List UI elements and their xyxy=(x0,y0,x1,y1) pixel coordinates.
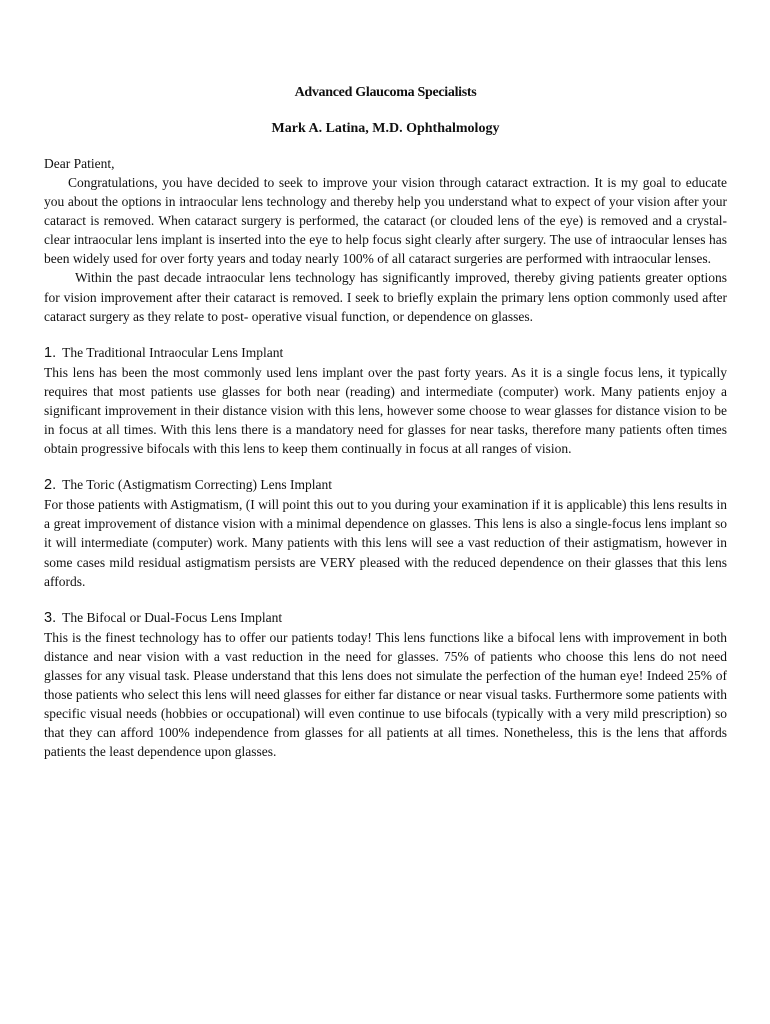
section-heading xyxy=(44,608,727,628)
section-number: 3. xyxy=(44,609,57,626)
physician-subtitle: Mark A. Latina, M.D. Ophthalmology xyxy=(271,121,500,136)
practice-title: Advanced Glaucoma Specialists xyxy=(294,85,477,100)
section-body: This is the finest technology has to offer our patients today! This lens functions like a bifocal lens with improvement in both distance and near vision with a vast reduction in the need for glasses. 75% of patients who choose this lens do not need glasses for any visual task. Please understand that this lens does not simulate the perfection of the human eye! Indeed 25% of those patients who select this lens will need glasses for either far distance or near visual tasks. Furthermore some patients with specific visual needs (hobbies or occupational) will even continue to use bifocals (typically with a very mild prescription) so that they can afford 100% independence from glasses for all patients at all times. Nonetheless, this is the lens that affords patients the least dependence upon glasses. xyxy=(44,629,727,760)
section-heading xyxy=(44,475,727,495)
section-heading-text: The Traditional Intraocular Lens Implant xyxy=(62,344,284,360)
letter-page xyxy=(44,84,727,761)
salutation: Dear Patient, xyxy=(44,156,115,171)
lens-option-section-2 xyxy=(44,475,727,590)
section-number: 1. xyxy=(44,344,57,361)
section-number: 2. xyxy=(44,477,57,494)
lens-option-section-3 xyxy=(44,608,727,762)
intro-paragraph-1: Congratulations, you have decided to seek to improve your vision through cataract extraction. It is my goal to educate you about the options in intraocular lens technology and thereby help you understand what to expect of your vision after your cataract is removed. When cataract surgery is performed, the cataract (or clouded lens of the eye) is removed and a crystal-clear intraocular lens implant is inserted into the eye to help focus sight clearly after surgery. The use of intraocular lenses has been widely used for over forty years and today nearly 100% of all cataract surgeries are performed with intraocular lenses. xyxy=(44,175,727,267)
section-heading-text: The Bifocal or Dual-Focus Lens Implant xyxy=(62,609,283,625)
intro-paragraph-2: Within the past decade intraocular lens technology has significantly improved, thereby giving patients greater options for vision improvement after their cataract is removed. I seek to briefly explain the primary lens option commonly used after cataract surgery as they relate to post- operative visual function, or dependence on glasses. xyxy=(44,270,727,324)
section-heading-text: The Toric (Astigmatism Correcting) Lens Implant xyxy=(62,477,332,493)
lens-option-section-1 xyxy=(44,343,727,458)
section-heading xyxy=(44,343,727,363)
section-body: For those patients with Astigmatism, (I will point this out to you during your examination if it is applicable) this lens results in a great improvement of distance vision with a minimal dependence on glasses. This lens is also a single-focus lens implant so it will intermediate (computer) work. Many patients with this lens will see a vast reduction of their astigmatism, however in some cases mild residual astigmatism persists are VERY pleased with the reduced dependence on their glasses that this lens affords. xyxy=(44,497,727,589)
section-body: This lens has been the most commonly used lens implant over the past forty years. As it is a single focus lens, it typically requires that most patients use glasses for both near (reading) and intermediate (computer) work. Many patients enjoy a significant improvement in their distance vision with this lens, however some choose to wear glasses for distance vision to be in focus at all times. With this lens there is a mandatory need for glasses for near tasks, therefore many patients often times obtain progressive bifocals with this lens to keep them continually in focus at all ranges of vision. xyxy=(44,364,727,457)
